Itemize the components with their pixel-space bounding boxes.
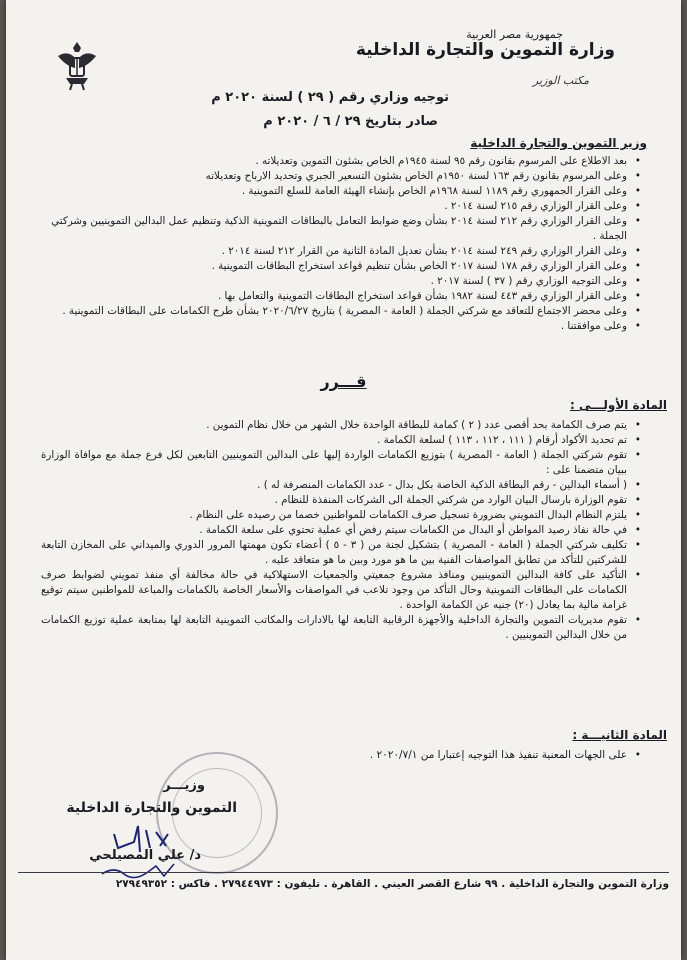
article-two-heading: المادة الثانيـــة : (572, 728, 667, 742)
footer-address: وزارة التموين والتجارة الداخلية . ٩٩ شارع القصر العيني . القاهرة . تليفون : ٢٧٩٤٤٩٧٣ . فاكس : ٢٧٩٤٩٣٥٢ (115, 878, 669, 890)
article-two-list (41, 748, 641, 763)
list-item: • وعلى القرار الجمهوري رقم ١١٨٩ لسنة ١٩٦٨م الخاص بإنشاء الهيئة العامة للسلع التموينية . (41, 184, 641, 199)
signature-title: وزيـــر (163, 778, 205, 793)
directive-number: توجيه وزاري رقم ( ٢٩ ) لسنة ٢٠٢٠ م (211, 90, 449, 105)
list-item: • تقوم مديريات التموين والتجارة الداخلية والأجهزة الرقابية التابعة لها بالادارات والمكاتب التموينية التابعة لها بمتابعة عملية توزيع الكمامات من خلال البدالين التموينيين . (41, 613, 641, 643)
list-item: • على الجهات المعنية تنفيذ هذا التوجيه إعتبارا من ٢٠٢٠/٧/١ . (41, 748, 641, 763)
preamble-list (41, 154, 641, 334)
signature-ministry: التموين والتجارة الداخلية (66, 800, 237, 816)
republic-label: جمهورية مصر العربية (466, 28, 563, 41)
list-item: • وعلى موافقتنا . (41, 319, 641, 334)
list-item: • تقوم شركتي الجملة ( العامة - المصرية ) بتوزيع الكمامات الواردة إليها على البدالين التموينيين التابعين لكل فرع جملة مع موافاة الوزارة ببيان متضمنا على : (41, 448, 641, 478)
decision-heading: قـــرر (320, 372, 367, 391)
list-item: • وعلى القرار الوزاري رقم ٢٤٩ لسنة ٢٠١٤ بشأن تعديل المادة الثانية من القرار ٢١٢ لسنة ٢٠١٤ . (41, 244, 641, 259)
eagle-emblem-icon (54, 38, 100, 94)
document-page (6, 0, 681, 960)
article-one-list (41, 418, 641, 643)
list-item: • تم تحديد الأكواد أرقام ( ١١١ ، ١١٢ ، ١١٣ ) لسلعة الكمامة . (41, 433, 641, 448)
list-item: • وعلى التوجيه الوزاري رقم ( ٣٧ ) لسنة ٢٠١٧ . (41, 274, 641, 289)
minister-heading: وزير التموين والتجارة الداخلية (470, 136, 647, 150)
list-item: • يلتزم النظام البدال التمويني بضرورة تسجيل صرف الكمامات للمواطنين خصما من رصيده على النظام . (41, 508, 641, 523)
issue-date: صادر بتاريخ ٢٩ / ٦ / ٢٠٢٠ م (263, 114, 438, 129)
list-item: • تقوم الوزارة بارسال البيان الوارد من شركتي الجملة الى الشركات المنفذة للنظام . (41, 493, 641, 508)
signatory-name: د/ علي المصيلحي (89, 848, 201, 863)
list-item: • وعلى القرار الوزاري رقم ٢١٢ لسنة ٢٠١٤ بشأن وضع ضوابط التعامل بالبطاقات التموينية الذكية وتنظيم عمل البدالين التموينيين وشركتي الجملة . (41, 214, 641, 244)
ministry-name: وزارة التموين والتجارة الداخلية (355, 40, 615, 60)
list-item: • وعلى المرسوم بقانون رقم ١٦٣ لسنة ١٩٥٠م الخاص بشئون التسعير الجبري وتحديد الارباح وتعديلاته (41, 169, 641, 184)
list-item: • وعلى القرار الوزاري رقم ٢١٥ لسنة ٢٠١٤ . (41, 199, 641, 214)
article-one-heading: المادة الأولـــى : (569, 398, 667, 412)
footer-divider (18, 872, 669, 873)
list-item: • تكليف شركتي الجملة ( العامة - المصرية ) بتشكيل لجنة من ( ٣ - ٥ ) أعضاء تكون مهمتها المرور الدوري والميداني على المخازن التابعة للشركتين للتأكد من تطابق المواصفات الفنية بين ما هو مورد وبين ما هو متعاقد عليه . (41, 538, 641, 568)
list-item: • وعلى القرار الوزاري رقم ١٧٨ لسنة ٢٠١٧ الخاص بشأن تنظيم قواعد استخراج البطاقات التموينية . (41, 259, 641, 274)
list-item: • وعلى القرار الوزاري رقم ٤٤٣ لسنة ١٩٨٢ بشأن قواعد استخراج البطاقات التموينية والتعامل بها . (41, 289, 641, 304)
list-item: • في حالة نفاذ رصيد المواطن أو البدال من الكمامات سيتم رفض أي عملية تحتوي على سلعة الكمامة . (41, 523, 641, 538)
list-item: • التأكيد على كافة البدالين التموينيين ومنافذ مشروع جمعيتي والجمعيات الاستهلاكية في حالة مخالفة أي منفذ تمويني لضوابط صرف الكمامات على البطاقات التموينية وحال التأكد من وجود تلاعب في المواصفات والأسعار الخاصة بالكمامات والمباعة للمواطنين سيتم توقيع غرامة مالية بما يعادل (٢٠) جنيه عن الكمامة الواحدة . (41, 568, 641, 613)
office-label: مكتب الوزير (532, 74, 589, 87)
list-item: • ( أسماء البدالين - رقم البطاقة الذكية الخاصة بكل بدال - عدد الكمامات المنصرفة له ) . (41, 478, 641, 493)
list-item: • يتم صرف الكمامة بحد أقصى عدد ( ٢ ) كمامة للبطاقة الواحدة خلال الشهر من خلال نظام التموين . (41, 418, 641, 433)
list-item: • وعلى محضر الاجتماع للتعاقد مع شركتي الجملة ( العامة - المصرية ) بتاريخ ٢٠٢٠/٦/٢٧ بشأن طرح الكمامات على البطاقات التموينية . (41, 304, 641, 319)
list-item: • بعد الاطلاع على المرسوم بقانون رقم ٩٥ لسنة ١٩٤٥م الخاص بشئون التموين وتعديلاته . (41, 154, 641, 169)
